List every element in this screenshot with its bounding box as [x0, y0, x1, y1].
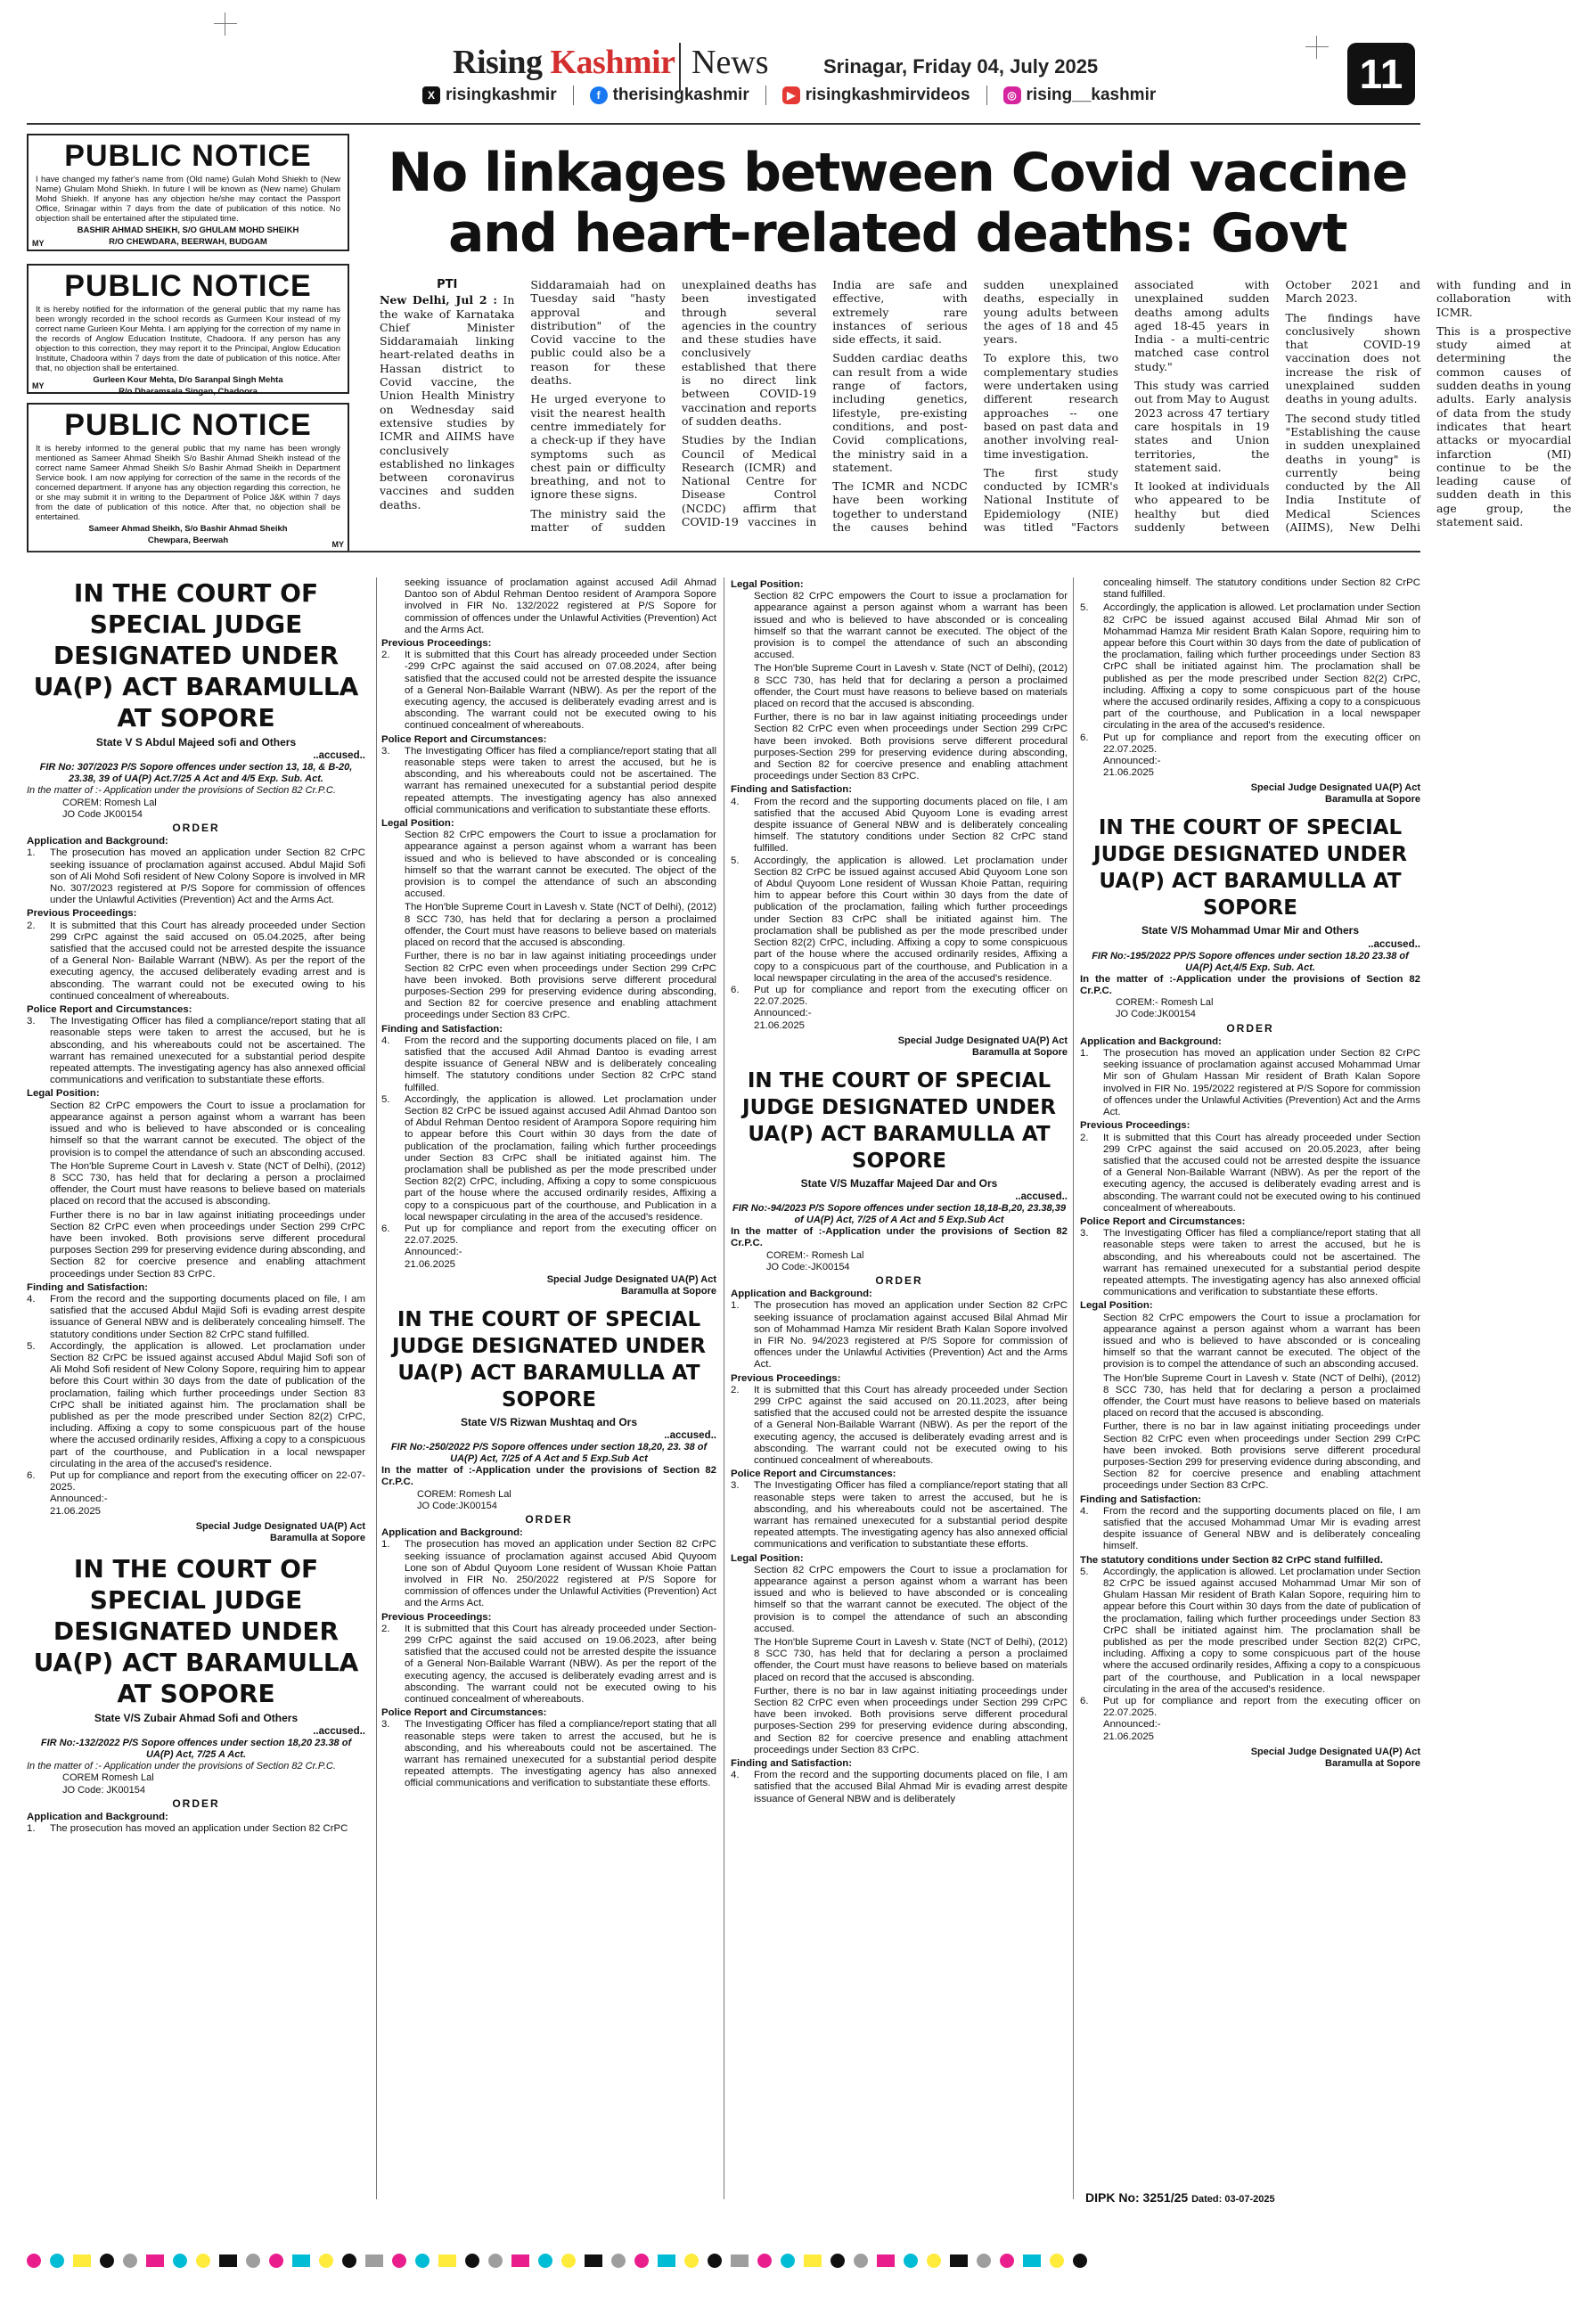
story-headline: No linkages between Covid vaccine and heart-related deaths: Govt — [388, 142, 1407, 265]
announced-date: 21.06.2025 — [50, 1505, 102, 1517]
section-heading: Police Report and Circumstances: — [381, 733, 547, 745]
legal-paragraph: Further, there is no bar in law against initiating proceedings under Section 82 CrPC even when proceedings under Section 299 CrPC have been invoked. Both provisions serve different procedural purposes-Section 299 for preserving evidence during absconding, and Section 82 for coercive presence and enabling attachment proceedings under Section 83 CrPC. — [1103, 1421, 1420, 1492]
matter-line: In the matter of :- Application under the provisions of Section 82 Cr.P.C. — [27, 785, 336, 797]
registration-dot — [123, 2254, 137, 2268]
numbered-paragraph: 1. The prosecution has moved an application under Section 82 CrPC — [27, 1823, 348, 1835]
notice-code: MY — [32, 381, 45, 390]
numbered-paragraph: 5. Accordingly, the application is allowed. Let proclamation under Section 82 CrPC be issued against accused Abdul Majid Sofi son of Ali Mohd Sofi resident of New Colony Sopore, requiring him to appear before this Court within 30 days from the date of publication of the proclamation, failing which further proceedings under Section 83 CrPC shall be initiated against him. The proclamation shall be published as per the mode prescribed under Section 82(2) CrPC, including. Affixing a copy to some conspicuous part of the house where the accused ordinarily resides, Affixing a copy to a conspicuous part of the courthouse, and Publication in a local newspaper circulating in the area of the accused's residence. — [27, 1340, 365, 1469]
notice-signature: BASHIR AHMAD SHEIKH, S/O GHULAM MOHD SHEIKH — [77, 225, 299, 235]
fir-details: FIR No:-250/2022 P/S Sopore offences under section 18,20, 23. 38 of UA(P) Act, 7/25 of A Act and 5 Exp.Sub Act — [390, 1442, 708, 1465]
numbered-paragraph: 3. The Investigating Officer has filed a compliance/report stating that all reasonable steps were taken to arrest the accused, but he is absconding, and his whereabouts could not be ascertained. The warrant has remained unexecuted for a substantial period despite repeated attempts. The investigating agency has also annexed official communications and verification to substantiate these efforts. — [27, 1016, 365, 1086]
registration-dot — [100, 2254, 114, 2268]
judge-signature: Special Judge Designated UA(P) Act Baramulla at Sopore — [897, 1035, 1068, 1058]
judge-signature: Special Judge Designated UA(P) Act Baramulla at Sopore — [195, 1520, 365, 1543]
story-paragraph: Sudden cardiac deaths can result from a wide range of factors, including genetics, lifestyle, pre-existing conditions, and post-Covid complications, the ministry said in a statement. — [832, 351, 968, 474]
announced-date: 21.06.2025 — [1103, 767, 1155, 779]
court-title: IN THE COURT OF SPECIAL JUDGE DESIGNATED UNDER UA(P) ACT BARAMULLA AT SOPORE — [392, 1307, 706, 1412]
announced-label: Announced:- — [1103, 1719, 1161, 1731]
section-heading: Finding and Satisfaction: — [27, 1281, 149, 1293]
registration-swatch — [219, 2254, 237, 2267]
notice-address: R/o Dharamsala Singan, Chadoora — [119, 387, 258, 397]
coram-line: COREM: Romesh Lal — [417, 1488, 511, 1500]
legal-paragraph: Section 82 CrPC empowers the Court to issue a proclamation for appearance against a person against whom a warrant has been issued and who is believed to have absconded or is concealing himself so that the warrant cannot be executed. The object of the provision is to compel the attendance of such an absconding accused. — [754, 591, 1068, 661]
notice-title: PUBLIC NOTICE — [64, 269, 312, 303]
story-paragraph: The ICMR and NCDC have been working together to understand the causes behind sudden unexplained deaths, especially in young adults between the ages of 18 and 45 years. — [832, 278, 1119, 535]
section-heading: Finding and Satisfaction: — [731, 1758, 853, 1770]
numbered-paragraph: 6. Put up for compliance and report from the executing officer on 22.07.2025. — [1080, 1696, 1420, 1719]
column-divider — [376, 577, 377, 2199]
numbered-paragraph: 3. The Investigating Officer has filed a compliance/report stating that all reasonable steps were taken to arrest the accused, but he is absconding, and his whereabouts could not be ascertained. The warrant has remained unexecuted for a substantial period despite repeated attempts. The investigating agency has also annexed official communications and verification to substantiate these efforts. — [381, 745, 716, 815]
social-divider — [765, 86, 766, 105]
section-heading: Legal Position: — [381, 818, 454, 830]
notice-address: Chewpara, Beerwah — [147, 536, 229, 545]
registration-dot — [1050, 2254, 1064, 2268]
story-body — [380, 278, 1571, 536]
section-heading: Legal Position: — [731, 579, 804, 590]
section-heading: Legal Position: — [731, 1552, 804, 1564]
court-notice-column-3 — [731, 577, 1068, 1805]
numbered-paragraph: 6. Put up for compliance and report from the executing officer on 22.07.2025. — [1080, 732, 1420, 755]
youtube-icon: ▶ — [782, 86, 800, 104]
fir-details: FIR No:-132/2022 P/S Sopore offences under section 18,20 23.38 of UA(P) Act, 7/25 A Act. — [40, 1738, 352, 1761]
story-agency: PTI — [437, 278, 458, 291]
section-name: News — [691, 44, 769, 81]
page-number: 11 — [1347, 43, 1415, 105]
story-paragraph: This study was carried out from May to August 2023 across 47 tertiary care hospitals in 19 states and Union territories, the statement said. — [1134, 379, 1270, 474]
public-notice-2 — [27, 264, 349, 397]
section-heading: Legal Position: — [1080, 1300, 1153, 1312]
registration-swatch — [877, 2254, 895, 2267]
announced-label: Announced:- — [1103, 756, 1161, 767]
legal-paragraph: Further, there is no bar in law against initiating proceedings under Section 82 CrPC even when proceedings under Section 299 CrPC have been invoked. Both provisions serve different procedural purposes-Section 299 for preserving evidence during absconding, and Section 82 for coercive presence and enabling attachment proceedings under Section 83 CrPC. — [754, 712, 1068, 782]
public-notice-1 — [27, 134, 349, 251]
notice-body: I have changed my father's name from (Old name) Gulah Mohd Shiekh to (New Name) Ghulam Mohd Shiekh. In future I will be known as (New name) Ghulam Mohd Shiekh. If anyone has any objection he/she may contact the Passport Office, Srinagar within 7 days from the date of publication of this notice. No objection shall be entertained after the stipulated time. — [36, 175, 340, 224]
x-icon: X — [422, 86, 440, 104]
registration-dot — [561, 2254, 576, 2268]
legal-paragraph: The Hon'ble Supreme Court in Lavesh v. State (NCT of Delhi), (2012) 8 SCC 730, has held that for declaring a person a proclaimed offender, the Court must have reasons to believe based on materials placed on record that the accused is absconding. — [1103, 1372, 1420, 1420]
section-heading: Police Report and Circumstances: — [1080, 1215, 1246, 1227]
accused-label: ..accused.. — [1368, 938, 1420, 950]
numbered-paragraph: 2. It is submitted that this Court has already proceeded under Section 299 CrPC against the said accused on 20.05.2023, after being satisfied that the accused could not be arrested despite the issuance of a General Non-Bailable Warrant (NBW). As per the report of the executing agency, the accused is deliberately evading arrest and is absconding. The warrant could not be executed owing to his continued concealment of whereabouts. — [1080, 1132, 1420, 1214]
section-rule — [27, 551, 1420, 552]
section-heading: Previous Proceedings: — [381, 638, 492, 650]
section-heading: Application and Background: — [381, 1527, 523, 1539]
numbered-paragraph: 2. It is submitted that this Court has already proceeded under Section -299 CrPC against the said accused on 07.08.2024, after being satisfied that the accused could not be arrested despite the issuance of a General Non-Bailable Warrant (NBW). As per the report of the executing agency, the accused is deliberately evading arrest and is absconding. The warrant could not be executed owing to his continued concealment of whereabouts. — [381, 650, 716, 732]
registration-mark-icon — [1305, 36, 1329, 59]
section-heading: Police Report and Circumstances: — [731, 1469, 896, 1480]
registration-dot — [465, 2254, 479, 2268]
legal-paragraph: Further, there is no bar in law against initiating proceedings under Section 82 CrPC even when proceedings under Section 299 CrPC have been invoked. Both provisions serve different procedural purposes-Section 299 for preserving evidence during absconding, and Section 82 for coercive presence and enabling attachment proceedings under Section 83 CrPC. — [754, 1685, 1068, 1755]
legal-paragraph: Section 82 CrPC empowers the Court to issue a proclamation for appearance against a person against whom a warrant has been issued and who is believed to have absconded or is concealing himself so that the warrant cannot be executed. The object of the provision is to compel the attendance of such an absconding accused. — [1103, 1312, 1420, 1371]
court-notice-column-2 — [381, 577, 716, 1790]
court-title: IN THE COURT OF SPECIAL JUDGE DESIGNATED UNDER UA(P) ACT BARAMULLA AT SOPORE — [1093, 816, 1407, 921]
registration-swatch — [292, 2254, 310, 2267]
legal-paragraph: Further there is no bar in law against initiating proceedings under Section 82 CrPC even when proceedings under Section 299 CrPC have been invoked. Both provisions serve different procedural purposes Section 299 for preserving evidence during absconding, and Section 82 for coercive presence and enabling attachment proceedings under Section 83 CrPC. — [50, 1209, 365, 1280]
jo-code: JO Code:JK00154 — [1116, 1009, 1196, 1020]
registration-dot — [831, 2254, 845, 2268]
numbered-paragraph: 1. The prosecution has moved an application under Section 82 CrPC seeking issuance of proclamation against accused Abid Quyoom Lone son of Abdul Quyoom Lone resident of Wussan Khoie Pattan involved in FIR No. 250/2022 registered at P/S Sopore for commission of offences under the Unlawful Activities (Prevention) Act and the Arms Act. — [381, 1539, 716, 1609]
court-title: IN THE COURT OF SPECIAL JUDGE DESIGNATED UNDER UA(P) ACT BARAMULLA AT SOPORE — [33, 1553, 359, 1708]
legal-paragraph: The Hon'ble Supreme Court in Lavesh v. State (NCT of Delhi), (2012) 8 SCC 730, has held that for declaring a person a proclaimed offender, the Court must have reasons to believe based on materials placed on record that the accused is absconding. — [754, 1637, 1068, 1683]
registration-swatch — [365, 2254, 383, 2267]
numbered-paragraph: 3. The Investigating Officer has filed a compliance/report stating that all reasonable steps were taken to arrest the accused, but he is absconding, and his whereabouts could not be ascertained. The warrant has remained unexecuted for a substantial period despite repeated attempts. The investigating agency has also annexed official communications and verification to substantiate these efforts. — [381, 1719, 716, 1789]
registration-dot — [634, 2254, 649, 2268]
notice-signature: Gurleen Kour Mehta, D/o Saranpal Singh Mehta — [93, 375, 283, 385]
story-paragraph: The second study titled "Establishing the cause in sudden unexplained deaths in young" is currently being conducted by the All India Institute of Medical Sciences (AIIMS), New Delhi with funding and in collaboration with ICMR. — [1285, 278, 1571, 535]
announced-date: 21.06.2025 — [405, 1258, 456, 1270]
jo-code: JO Code: JK00154 — [62, 1784, 145, 1796]
numbered-paragraph: 4. From the record and the supporting documents placed on file, I am satisfied that the accused Bilal Ahmad Mir is evading arrest despite issuance of General NBW and is deliberately — [731, 1770, 1068, 1804]
notice-title: PUBLIC NOTICE — [64, 408, 312, 442]
judge-signature: Special Judge Designated UA(P) Act Baramulla at Sopore — [1250, 782, 1420, 806]
registration-dot — [269, 2254, 283, 2268]
announced-date: 21.06.2025 — [754, 1019, 806, 1031]
numbered-paragraph: 5. Accordingly, the application is allowed. Let proclamation under Section 82 CrPC be issued against accused Adil Ahmad Dantoo son of Abdul Rehman Dentoo resident of Arampora Sopore requiring him to appear before this Court within 30 days from the date of publication of the proclamation, failing which further proceedings under Section 83 CrPC shall be initiated against him. The proclamation shall be published as per the mode prescribed under Section 82(2) CrPC, including, Affixing a copy to some conspicuous part of the house where the accused ordinarily resides, Affixing a copy to a conspicuous part of the courthouse, and Publication in a local newspaper circulating in the area of the accused's residence. — [381, 1093, 716, 1223]
numbered-paragraph: 1. The prosecution has moved an application under Section 82 CrPC seeking issuance of proclamation against accused. Abdul Majid Sofi son of Ali Mohd Sofi resident of New Colony Sopore is involved in MR No. 307/2023 registered at P/S Sopore for commission of offences under the Unlawful Activities (Prevention) Act and the Arms Act. — [27, 847, 365, 906]
registration-swatch — [731, 2254, 749, 2267]
registration-swatch — [73, 2254, 91, 2267]
section-heading: Police Report and Circumstances: — [381, 1707, 547, 1719]
judge-signature: Special Judge Designated UA(P) Act Baramulla at Sopore — [546, 1273, 716, 1297]
case-name: State V/S Zubair Ahmad Sofi and Others — [94, 1711, 299, 1724]
social-x[interactable]: X risingkashmir — [422, 86, 557, 105]
matter-line: In the matter of :-Application under the provisions of Section 82 Cr.P.C. — [1080, 973, 1420, 997]
registration-dot — [173, 2254, 187, 2268]
story-paragraph: It looked at individuals who appeared to be healthy but died suddenly between October 2021 and March 2023. — [1134, 278, 1420, 535]
announced-label: Announced:- — [50, 1493, 108, 1505]
registration-dot — [977, 2254, 991, 2268]
registration-dot — [708, 2254, 722, 2268]
fir-details: FIR No:-195/2022 PP/S Sopore offences under section 18.20 23.38 of UA(P) Act,4/5 Exp. Sub. Act. — [1092, 950, 1409, 973]
notice-code: MY — [32, 239, 45, 248]
story-paragraph: Studies by the Indian Council of Medical Research (ICMR) and National Centre for Disease Control (NCDC) affirm that COVID-19 vaccines in India are safe and effective, with extremely rare instances of serious side effects, it said. — [681, 278, 968, 529]
matter-line: In the matter of :- Application under the provisions of Section 82 Cr.P.C. — [27, 1761, 336, 1772]
social-divider — [573, 86, 574, 105]
registration-swatch — [438, 2254, 456, 2267]
coram-line: COREM: Romesh Lal — [62, 797, 157, 808]
social-facebook[interactable]: f therisingkashmir — [590, 86, 749, 105]
story-paragraph: New Delhi, Jul 2 : In the wake of Karnataka Chief Minister Siddaramaiah linking heart-related deaths in Hassan district to Covid vaccine, the Union Health Ministry on Wednesday said extensive studies by ICMR and AIIMS have conclusively established no linkages between coronavirus vaccines and sudden deaths. — [380, 293, 515, 511]
legal-paragraph: Section 82 CrPC empowers the Court to issue a proclamation for appearance against a person against whom a warrant has been issued and who is believed to have absconded or is concealing himself so that the warrant cannot be executed. The object of the provision is to compel the attendance of such an absconding accused. — [50, 1100, 365, 1158]
masthead — [0, 0, 1447, 134]
registration-swatch — [950, 2254, 968, 2267]
accused-label: ..accused.. — [1015, 1191, 1068, 1202]
case-name: State V/S Rizwan Mushtaq and Ors — [460, 1415, 638, 1428]
registration-dot — [538, 2254, 552, 2268]
continued-paragraph: seeking issuance of proclamation against accused Adil Ahmad Dantoo son of Abdul Rehman Dentoo resident of Arampora Sopore involved in FIR No. 132/2022 registered at P/S Sopore for commission of offences under the Unlawful Activities (Prevention) Act and the Arms Act. — [405, 577, 716, 635]
column-divider — [1073, 577, 1074, 2199]
section-heading: Application and Background: — [731, 1289, 872, 1300]
story-paragraph: The findings have conclusively shown that COVID-19 vaccination does not increase the risk of unexplained sudden deaths in young adults. — [1285, 310, 1420, 406]
registration-dot — [781, 2254, 795, 2268]
dateline: Srinagar, Friday 04, July 2025 — [823, 55, 1099, 78]
numbered-paragraph: 5. Accordingly, the application is allowed. Let proclamation under Section 82 CrPC be issued against accused Abid Quyoom Lone son of Abdul Quyoom Lone resident of Wussan Khoie Pattan, requiring him to appear before this Court within 30 days from the date of publication of the proclamation, failing which further proceedings under Section 83 CrPC shall be initiated against him. The proclamation shall be published as per the mode prescribed under Section 82(2) CrPC, including. Affixing a copy to some conspicuous part of the house where the accused ordinarily resides, Affixing a copy to a conspicuous part of the courthouse, and Publication in a local newspaper circulating in the area of the accused's residence. — [731, 855, 1068, 984]
notice-address: R/O CHEWDARA, BEERWAH, BUDGAM — [109, 237, 267, 247]
story-paragraph: He urged everyone to visit the nearest health centre immediately for a check-up if they have symptoms such as chest pain or difficulty breathing, and not to ignore these signs. — [530, 392, 666, 502]
registration-swatch — [511, 2254, 529, 2267]
jo-code: JO Code:JK00154 — [417, 1500, 497, 1511]
brand-logo: Rising Kashmir — [453, 44, 675, 81]
order-heading: ORDER — [172, 822, 220, 835]
section-heading: Previous Proceedings: — [27, 908, 137, 920]
public-notice-3 — [27, 403, 349, 552]
numbered-paragraph: 2. It is submitted that this Court has already proceeded under Section 299 CrPC against the said accused on 20.11.2023, after being satisfied that the accused could not be arrested despite the issuance of a General Non-Bailable Warrant (NBW). As per the report of the executing agency, the accused is deliberately evading arrest and is absconding. The warrant could not be executed owing to his continued concealment of whereabouts. — [731, 1384, 1068, 1466]
registration-dot — [854, 2254, 868, 2268]
registration-dot — [27, 2254, 41, 2268]
continued-paragraph: concealing himself. The statutory conditions under Section 82 CrPC stand fulfilled. — [1103, 577, 1420, 601]
accused-label: ..accused.. — [313, 750, 365, 762]
instagram-icon: ◎ — [1003, 86, 1021, 104]
registration-dot — [319, 2254, 333, 2268]
accused-label: ..accused.. — [664, 1429, 716, 1441]
social-instagram[interactable]: ◎ rising__kashmir — [1003, 86, 1157, 105]
section-heading: Application and Background: — [1080, 1035, 1222, 1047]
numbered-paragraph: 5. Accordingly, the application is allowed. Let proclamation under Section 82 CrPC be issued against accused Bilal Ahmad Mir son of Mohammad Hamza Mir resident Brath Kalan Sopore, requiring him to appear before this Court within 30 days from the date of publication of the proclamation, failing which further proceedings under Section 83 CrPC shall be initiated against him. The proclamation shall be published as per the mode prescribed under Section 82(2) CrPC, including. Affixing a copy to some conspicuous part of the house where the accused ordinarily resides, Affixing a copy to a conspicuous part of the courthouse, and Publication in a local newspaper circulating in the area of the accused's residence. — [1080, 602, 1420, 732]
section-heading: Previous Proceedings: — [381, 1611, 492, 1623]
dipk-number: DIPK No: 3251/25 Dated: 03-07-2025 — [1085, 2190, 1275, 2205]
numbered-paragraph: 6. Put up for compliance and report from the executing officer on 22.07.2025. — [731, 984, 1068, 1008]
section-heading: Finding and Satisfaction: — [1080, 1493, 1202, 1505]
section-heading: Application and Background: — [27, 1812, 168, 1823]
section-heading: Previous Proceedings: — [1080, 1120, 1191, 1132]
numbered-paragraph: 1. The prosecution has moved an application under Section 82 CrPC seeking issuance of proclamation against accused Bilal Ahmad Mir son of Mohammad Hamza Mir resident Brath Kalan Sopore involved in FIR No. 94/2023 registered at P/S Sopore for commission of offences under the Unlawful Activities (Prevention) Act and the Arms Act. — [731, 1300, 1068, 1371]
matter-line: In the matter of :-Application under the provisions of Section 82 Cr.P.C. — [381, 1465, 716, 1488]
section-heading: Finding and Satisfaction: — [381, 1023, 503, 1035]
legal-paragraph: The Hon'ble Supreme Court in Lavesh v. State (NCT of Delhi), (2012) 8 SCC 730, has held that for declaring a person a proclaimed offender, the Court must have reasons to believe based on materials placed on record that the accused is absconding. — [754, 663, 1068, 710]
masthead-rule — [27, 123, 1420, 125]
section-heading: Finding and Satisfaction: — [731, 784, 853, 796]
registration-dot — [611, 2254, 626, 2268]
coram-line: COREM:- Romesh Lal — [1116, 997, 1214, 1009]
registration-dot — [757, 2254, 772, 2268]
numbered-paragraph: 1. The prosecution has moved an application under Section 82 CrPC seeking issuance of proclamation against accused Mohammad Umar Mir son of Ghulam Hassan Mir resident of Brath Kalan Sopore involved in FIR No. 195/2022 registered at P/S Sopore for commission of offences under the Unlawful Activities (Prevention) Act and the Arms Act. — [1080, 1048, 1420, 1118]
numbered-paragraph: 3. The Investigating Officer has filed a compliance/report stating that all reasonable steps were taken to arrest the accused, but he is absconding, and his whereabouts could not be ascertained. The warrant has remained unexecuted for a substantial period despite repeated attempts. The investigating agency has also annexed official communications and verification to substantiate these efforts. — [731, 1480, 1068, 1551]
registration-swatch — [585, 2254, 602, 2267]
legal-paragraph: Further, there is no bar in law against initiating proceedings under Section 82 CrPC even when proceedings under Section 299 CrPC have been invoked. Both provisions serve different procedural purposes-Section 299 for preserving evidence during absconding, and Section 82 for coercive presence and enabling attachment proceedings under Section 83 CrPC. — [405, 951, 716, 1021]
numbered-paragraph: 6. Put up for compliance and report from the executing officer on 22-07-2025. — [27, 1469, 365, 1493]
registration-swatch — [804, 2254, 822, 2267]
numbered-paragraph: 2. It is submitted that this Court has already proceeded under Section-299 CrPC against the said accused on 19.06.2023, after being satisfied that the accused could not be arrested despite the issuance of a General Non-Bailable Warrant (NBW). As per the report of the executing agency, the accused is deliberately evading arrest and is absconding. The warrant could not be executed owing to his continued concealment of whereabouts. — [381, 1623, 716, 1706]
registration-dot — [684, 2254, 699, 2268]
judge-signature: Special Judge Designated UA(P) Act Baramulla at Sopore — [1250, 1746, 1420, 1769]
coram-line: COREM Romesh Lal — [62, 1772, 154, 1784]
numbered-paragraph: 4. From the record and the supporting documents placed on file, I am satisfied that the accused Mohammad Umar Mir is evading arrest despite issuance of General NBW and is deliberately concealing himself. — [1080, 1505, 1420, 1552]
numbered-paragraph: 3. The Investigating Officer has filed a compliance/report stating that all reasonable steps were taken to arrest the accused, but he is absconding, and his whereabouts could not be ascertained. The warrant has remained unexecuted for a substantial period despite repeated attempts. The investigating agency has also annexed official communications and verification to substantiate these efforts. — [1080, 1228, 1420, 1298]
order-heading: ORDER — [875, 1273, 923, 1287]
court-title: IN THE COURT OF SPECIAL JUDGE DESIGNATED UNDER UA(P) ACT BARAMULLA AT SOPORE — [742, 1068, 1056, 1173]
registration-dot — [246, 2254, 260, 2268]
coram-line: COREM:- Romesh Lal — [766, 1249, 864, 1261]
numbered-paragraph: 4. From the record and the supporting documents placed on file, I am satisfied that the accused Adil Ahmad Dantoo is evading arrest despite issuance of General NBW and is deliberately concealing himself. The statutory conditions under Section 82 CrPC stand fulfilled. — [381, 1035, 716, 1093]
section-heading: Legal Position: — [27, 1088, 100, 1100]
color-registration-strip — [27, 2249, 1420, 2272]
notice-body: It is hereby informed to the general public that my name has been wrongly mentioned as Sameer Ahmad Sheikh S/o Bashir Ahmad Sheikh instead of the correct name Sameer Ahmad Sheikh S/o Bashir Ahmad Sheikh in Department Service book. I am now applying for correction of the same in the records of the concerned department. If anyone has any objection regarding this correction, he or she may submit it in writing to the Department of Police J&K within 7 days from the date of publication of this notice. After that, no objection shall be entertained. — [36, 444, 340, 522]
notice-code: MY — [331, 540, 344, 549]
registration-dot — [1000, 2254, 1014, 2268]
registration-dot — [196, 2254, 210, 2268]
accused-label: ..accused.. — [313, 1726, 365, 1737]
registration-dot — [488, 2254, 503, 2268]
court-title: IN THE COURT OF SPECIAL JUDGE DESIGNATED UNDER UA(P) ACT BARAMULLA AT SOPORE — [33, 578, 359, 732]
facebook-icon: f — [590, 86, 608, 104]
story-paragraph: The first study conducted by ICMR's National Institute of Epidemiology (NIE) was titled "Factors associated with unexplained sudden deaths among adults aged 18-45 years in India - a multi-centric matched case control study." — [983, 278, 1270, 535]
fir-details: FIR No: 307/2023 P/S Sopore offences under section 13, 18, & B-20, 23.38, 39 of UA(P) Act.7/25 A Act and 4/5 Exp. Sub. Act. — [39, 762, 353, 785]
registration-swatch — [146, 2254, 164, 2267]
social-links — [422, 86, 1156, 105]
story-paragraph: Siddaramaiah had on Tuesday said "hasty approval and distribution" of the Covid vaccine to the public could also be a reason for these deaths. — [530, 278, 666, 388]
order-heading: ORDER — [172, 1796, 220, 1810]
social-youtube[interactable]: ▶ risingkashmirvideos — [782, 86, 970, 105]
registration-dot — [392, 2254, 406, 2268]
fir-details: FIR No:-94/2023 P/S Sopore offences under section 18,18-B,20, 23.38,39 of UA(P) Act, 7/25 of A Act and 5 Exp.Sub Act — [732, 1203, 1066, 1226]
matter-line: In the matter of :-Application under the provisions of Section 82 Cr.P.C. — [731, 1226, 1068, 1249]
numbered-paragraph: 6. Put up for compliance and report from the executing officer on 22.07.2025. — [381, 1223, 716, 1247]
registration-dot — [50, 2254, 64, 2268]
legal-paragraph: Section 82 CrPC empowers the Court to issue a proclamation for appearance against a person against whom a warrant has been issued and who is believed to have absconded or is concealing himself so that the warrant cannot be executed. The object of the provision is to compel the attendance of such an absconding accused. — [754, 1564, 1068, 1634]
registration-swatch — [658, 2254, 675, 2267]
case-name: State V/S Mohammad Umar Mir and Others — [1141, 924, 1360, 937]
registration-swatch — [1023, 2254, 1041, 2267]
findings-statement: The statutory conditions under Section 82 CrPC stand fulfilled. — [1080, 1554, 1383, 1566]
registration-dot — [342, 2254, 356, 2268]
story-paragraph: The ministry said the matter of sudden unexplained deaths has been investigated through several agencies in the country and these studies have conclusively established that there is no direct link between COVID-19 vaccination and reports of sudden deaths. — [530, 278, 817, 535]
registration-dot — [904, 2254, 918, 2268]
registration-dot — [415, 2254, 430, 2268]
registration-dot — [1073, 2254, 1087, 2268]
story-paragraph: This is a prospective study aimed at determining the common causes of sudden deaths in young adults. Early analysis of data from the study indicates that heart attacks or myocardial infarction (MI) continue to be the leading cause of sudden death in this age group, the statement said. — [1436, 323, 1571, 529]
numbered-paragraph: 5. Accordingly, the application is allowed. Let proclamation under Section 82 CrPC be issued against accused Mohammad Umar Mir son of Ghulam Hassan Mir resident of Brath Kalan Sopore, requiring him to appear before this Court within 30 days from the date of publication of the proclamation, failing which further proceedings under Section 83 CrPC shall be initiated against him. The proclamation shall be published as per the mode prescribed under Section 82(2) CrPC, including. Affixing a copy to some conspicuous part of the house where the accused ordinarily resides, Affixing a copy to a conspicuous part of the courthouse, and Publication in a local newspaper circulating in the area of the accused's residence. — [1080, 1566, 1420, 1695]
announced-label: Announced:- — [754, 1008, 812, 1019]
case-name: State V/S Muzaffar Majeed Dar and Ors — [800, 1176, 998, 1190]
order-heading: ORDER — [1226, 1021, 1274, 1035]
announced-label: Announced:- — [405, 1247, 462, 1258]
social-divider — [986, 86, 987, 105]
notice-signature: Sameer Ahmad Sheikh, S/o Bashir Ahmad Sheikh — [88, 524, 288, 534]
numbered-paragraph: 2. It is submitted that this Court has already proceeded under Section 299 CrPC against the said accused on 05.04.2025, after being satisfied that the accused could not be arrested despite the issuance of a General Non- Bailable Warrant (NBW). As per the report of the executing agency, the accused deliberately evading arrest and is absconding. The warrant could not be executed owing to his continued concealment of whereabouts. — [27, 920, 365, 1002]
registration-dot — [927, 2254, 941, 2268]
story-paragraph: To explore this, two complementary studies were undertaken using different research approaches -- one based on past data and another involving real-time investigation. — [983, 351, 1119, 461]
section-heading: Previous Proceedings: — [731, 1372, 841, 1384]
court-notice-column-1 — [27, 577, 365, 1835]
jo-code: JO Code JK00154 — [62, 808, 143, 820]
case-name: State V S Abdul Majeed sofi and Others — [95, 736, 297, 749]
numbered-paragraph: 4. From the record and the supporting documents placed on file, I am satisfied that the accused Abid Quyoom Lone is evading arrest despite issuance of General NBW and is deliberately concealing himself. The statutory conditions under Section 82 CrPC stand fulfilled. — [731, 796, 1068, 855]
announced-date: 21.06.2025 — [1103, 1731, 1155, 1742]
notice-title: PUBLIC NOTICE — [64, 139, 312, 173]
court-notice-column-4 — [1080, 577, 1420, 1779]
legal-paragraph: Section 82 CrPC empowers the Court to issue a proclamation for appearance against a person against whom a warrant has been issued and who is believed to have absconded or is concealing himself so that the warrant cannot be executed. The object of the provision is to compel the attendance of such an absconding accused. — [405, 830, 716, 900]
notice-body: It is hereby notified for the information of the general public that my name has been wrongly recorded in the school records as Gurmeen Kour instead of my correct name Gurleen Kour Mehta. I am applying for the correction of my name in the records of Anglow Education Institute, Chadoora. If any person has any objection to this correction, they may report it to the Principal, Anglow Education Institute, Chadoora within 7 days from the date of publication of this notice. After that, no objection shall be entertained. — [36, 305, 340, 373]
order-heading: ORDER — [525, 1513, 573, 1526]
legal-paragraph: The Hon'ble Supreme Court in Lavesh v. State (NCT of Delhi), (2012) 8 SCC 730, has held that for declaring a person a proclaimed offender, the Court must have reasons to believe based on materials placed on record that the accused is absconding. — [50, 1160, 365, 1207]
jo-code: JO Code:-JK00154 — [766, 1261, 850, 1272]
section-heading: Application and Background: — [27, 836, 168, 847]
section-heading: Police Report and Circumstances: — [27, 1004, 192, 1016]
registration-mark-icon — [214, 12, 237, 36]
numbered-paragraph: 4. From the record and the supporting documents placed on file, I am satisfied that the accused Abdul Majid Sofi is evading arrest despite issuance of General NBW and is deliberately concealing himself. The statutory conditions under Section 82 CrPC stand fulfilled. — [27, 1293, 365, 1340]
legal-paragraph: The Hon'ble Supreme Court in Lavesh v. State (NCT of Delhi), (2012) 8 SCC 730, has held that for declaring a person a proclaimed offender, the Court must have reasons to believe based on materials placed on record that the accused is absconding. — [405, 902, 716, 949]
masthead-divider — [679, 43, 681, 91]
